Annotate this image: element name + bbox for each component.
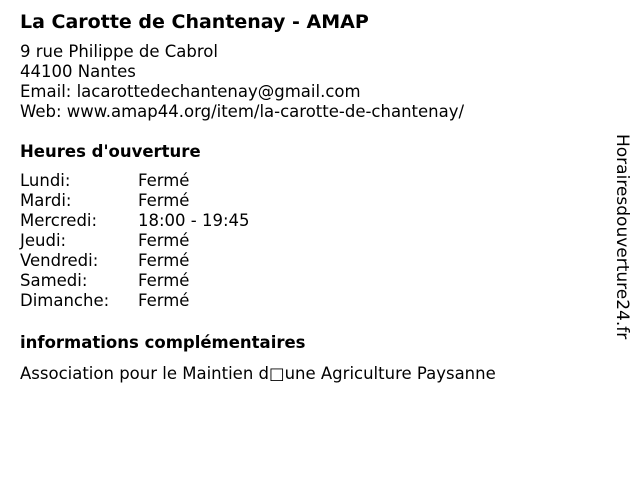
info-title: informations complémentaires [20,333,306,352]
address-block [20,42,600,122]
hours-day: Mardi: [20,191,72,210]
hours-day: Mercredi: [20,211,98,230]
hours-value: Fermé [138,271,190,290]
hours-value: 18:00 - 19:45 [138,211,250,230]
hours-day: Dimanche: [20,291,110,310]
email-line[interactable]: Email: lacarottedechantenay@gmail.com [20,82,361,101]
hours-row-wednesday [20,211,600,231]
business-name: La Carotte de Chantenay - AMAP [20,11,369,33]
hours-day: Lundi: [20,171,71,190]
hours-value: Fermé [138,231,190,250]
hours-row-sunday [20,291,600,311]
hours-day: Samedi: [20,271,88,290]
site-watermark: Horairesdouverture24.fr [612,134,632,340]
hours-row-monday [20,171,600,191]
info-text: Association pour le Maintien d□une Agriculture Paysanne [20,364,496,383]
street-address: 9 rue Philippe de Cabrol [20,42,218,61]
web-line[interactable]: Web: www.amap44.org/item/la-carotte-de-chantenay/ [20,102,465,121]
hours-row-tuesday [20,191,600,211]
hours-day: Jeudi: [20,231,67,250]
hours-row-saturday [20,271,600,291]
hours-value: Fermé [138,291,190,310]
hours-value: Fermé [138,171,190,190]
business-card [20,9,600,384]
hours-value: Fermé [138,251,190,270]
hours-day: Vendredi: [20,251,99,270]
hours-row-friday [20,251,600,271]
hours-table [20,171,600,311]
city-address: 44100 Nantes [20,62,136,81]
hours-row-thursday [20,231,600,251]
hours-title: Heures d'ouverture [20,142,201,161]
hours-value: Fermé [138,191,190,210]
